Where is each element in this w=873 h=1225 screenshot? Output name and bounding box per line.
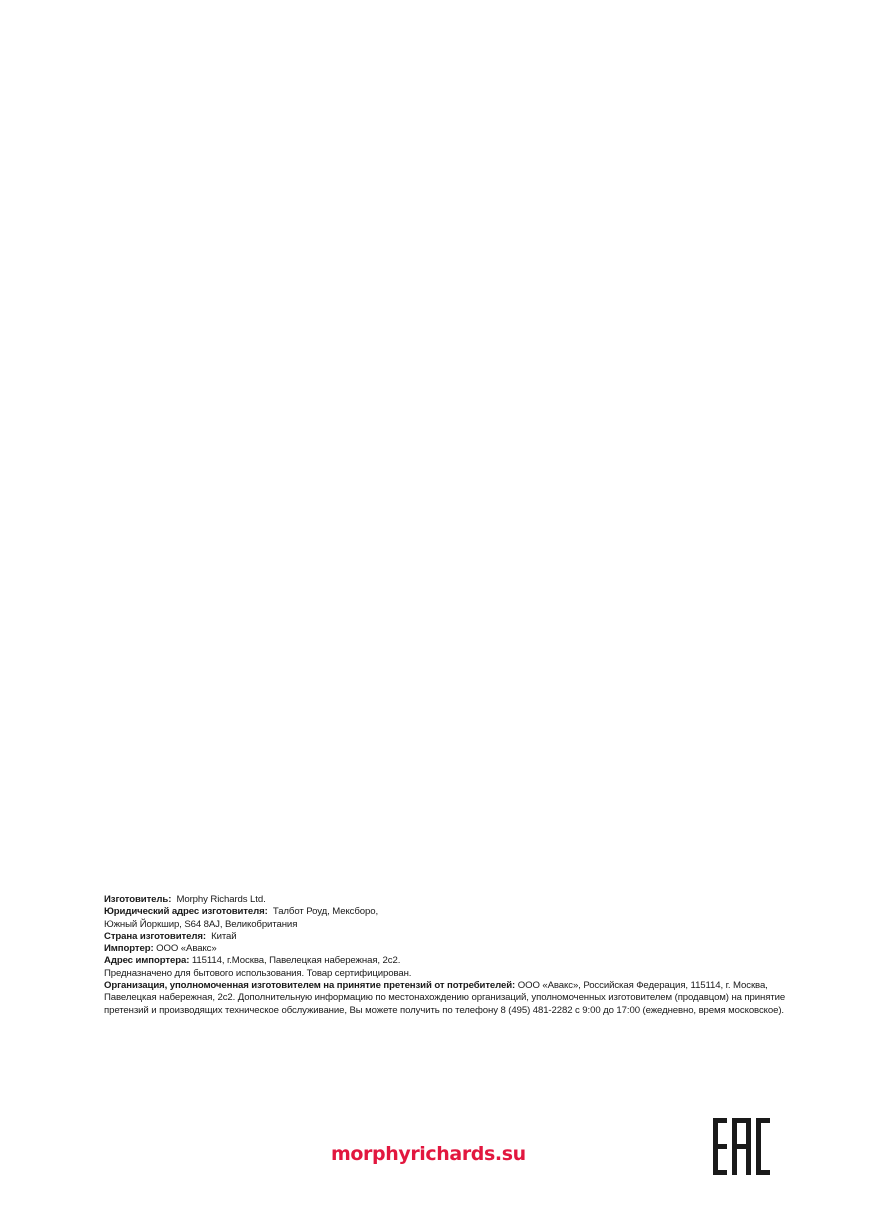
country-value: Китай [211,930,237,942]
importer-address-label: Адрес импортера: [104,955,190,967]
manufacturer-value: Morphy Richards Ltd. [176,894,266,905]
legal-address-label: Юридический адрес изготовителя: [104,906,268,918]
importer-address-value: 115114, г.Москва, Павелецкая набережная, 2с2. [191,955,401,967]
purpose-note: Предназначено для бытового использования. Товар сертифицирован. [104,967,412,979]
importer-line [104,943,804,955]
country-line [104,931,804,943]
website-link[interactable]: morphyrichards.su [331,1143,526,1165]
manufacturer-label: Изготовитель: [104,894,172,905]
organization-value: ООО «Авакс», Российская Федерация, 115114, г. Москва, Павелецкая набережная, 2с2. Дополнительную информацию по местонахождению организаций, уполномоченных изготовителем (продавцом) на принятие претензий и производящих техническое обслуживание, Вы можете получить по телефону 8 (495) 481-2282 с 9:00 до 17:00 (ежедневно, время московское). [104,980,786,1016]
legal-address-value-2: Южный Йоркшир, S64 8AJ, Великобритания [104,918,298,930]
importer-address-line [104,955,804,967]
organization-label: Организация, уполномоченная изготовителем на принятие претензий от потребителей: [104,980,516,992]
manufacturer-line [104,894,804,906]
eac-icon-graphic [713,1118,770,1175]
importer-label: Импортер: [104,943,154,955]
legal-address-value-1: Талбот Роуд, Мексборо, [272,906,379,918]
organization-paragraph [104,980,804,1017]
legal-address-line [104,906,804,918]
country-label: Страна изготовителя: [104,930,206,942]
manufacturer-info-block [104,894,804,1017]
eac-icon [713,1118,770,1175]
legal-address-line-2 [104,919,804,931]
importer-value: ООО «Авакс» [156,943,217,955]
